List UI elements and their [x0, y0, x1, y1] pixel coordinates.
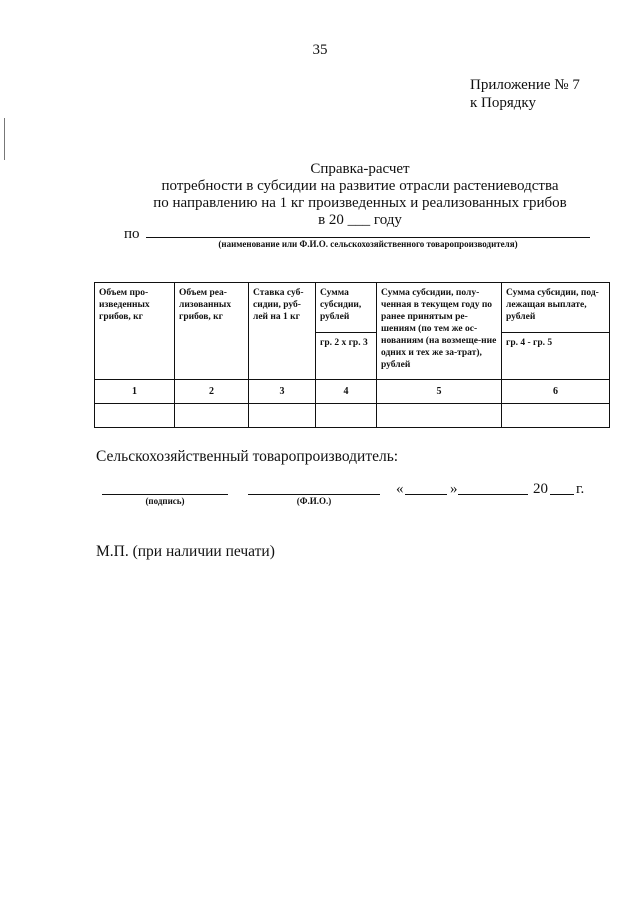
- column-number: 1: [95, 380, 175, 404]
- scan-mark-left-lower: [4, 140, 5, 160]
- title-line-2: потребности в субсидии на развитие отрасли растениеводства: [161, 178, 559, 194]
- title-line-3: по направлению на 1 кг произведенных и реализованных грибов: [153, 195, 567, 211]
- signature-fill-line[interactable]: [102, 494, 228, 495]
- title-line-4: в 20 ___ году: [318, 212, 402, 228]
- name-caption: (Ф.И.О.): [296, 496, 332, 506]
- date-year-suffix: г.: [576, 481, 585, 497]
- date-quote-open: «: [396, 481, 404, 497]
- appendix-number: Приложение № 7: [470, 77, 580, 93]
- header-col-1: Объем про-изведенных грибов, кг: [95, 283, 175, 380]
- data-cell-col-5[interactable]: [377, 404, 502, 428]
- column-number: 2: [175, 380, 249, 404]
- date-year-line[interactable]: [550, 494, 574, 495]
- date-day-line[interactable]: [405, 494, 447, 495]
- appendix-reference: [470, 76, 580, 112]
- column-number: 4: [316, 380, 377, 404]
- page-number: 35: [312, 42, 328, 58]
- formula-col-4: гр. 2 х гр. 3: [316, 333, 377, 380]
- header-col-5: Сумма субсидии, полу-ченная в текущем году по ранее принятым ре-шениям (по тем же ос-нованиям (на возмеще-ние одних и тех же за-трат), рублей: [377, 283, 502, 380]
- date-month-line[interactable]: [458, 494, 528, 495]
- header-col-3: Ставка суб-сидии, руб-лей на 1 кг: [249, 283, 316, 380]
- producer-label: Сельскохозяйственный товаропроизводитель:: [96, 448, 399, 465]
- appendix-order: к Порядку: [470, 95, 536, 111]
- data-cell-col-4[interactable]: [316, 404, 377, 428]
- header-col-4: Сумма субсидии, рублей: [316, 283, 377, 333]
- recipient-prefix: по: [124, 226, 140, 242]
- column-number: 6: [502, 380, 610, 404]
- recipient-fill-line[interactable]: [146, 237, 590, 238]
- title-line-1: Справка-расчет: [310, 161, 410, 177]
- date-quote-close: »: [450, 481, 458, 497]
- data-cell-col-3[interactable]: [249, 404, 316, 428]
- header-col-2: Объем реа-лизованных грибов, кг: [175, 283, 249, 380]
- document-title: [0, 161, 640, 229]
- data-cell-col-1[interactable]: [95, 404, 175, 428]
- column-number: 3: [249, 380, 316, 404]
- header-col-6: Сумма субсидии, под-лежащая выплате, рублей: [502, 283, 610, 333]
- seal-note: М.П. (при наличии печати): [96, 543, 275, 560]
- recipient-caption: (наименование или Ф.И.О. сельскохозяйственного товаропроизводителя): [218, 239, 518, 249]
- signature-caption: (подпись): [145, 496, 185, 506]
- calculation-table: [94, 282, 610, 428]
- date-year-prefix: 20: [533, 481, 548, 497]
- data-cell-col-2[interactable]: [175, 404, 249, 428]
- data-cell-col-6[interactable]: [502, 404, 610, 428]
- column-number: 5: [377, 380, 502, 404]
- formula-col-6: гр. 4 - гр. 5: [502, 333, 610, 380]
- name-fill-line[interactable]: [248, 494, 380, 495]
